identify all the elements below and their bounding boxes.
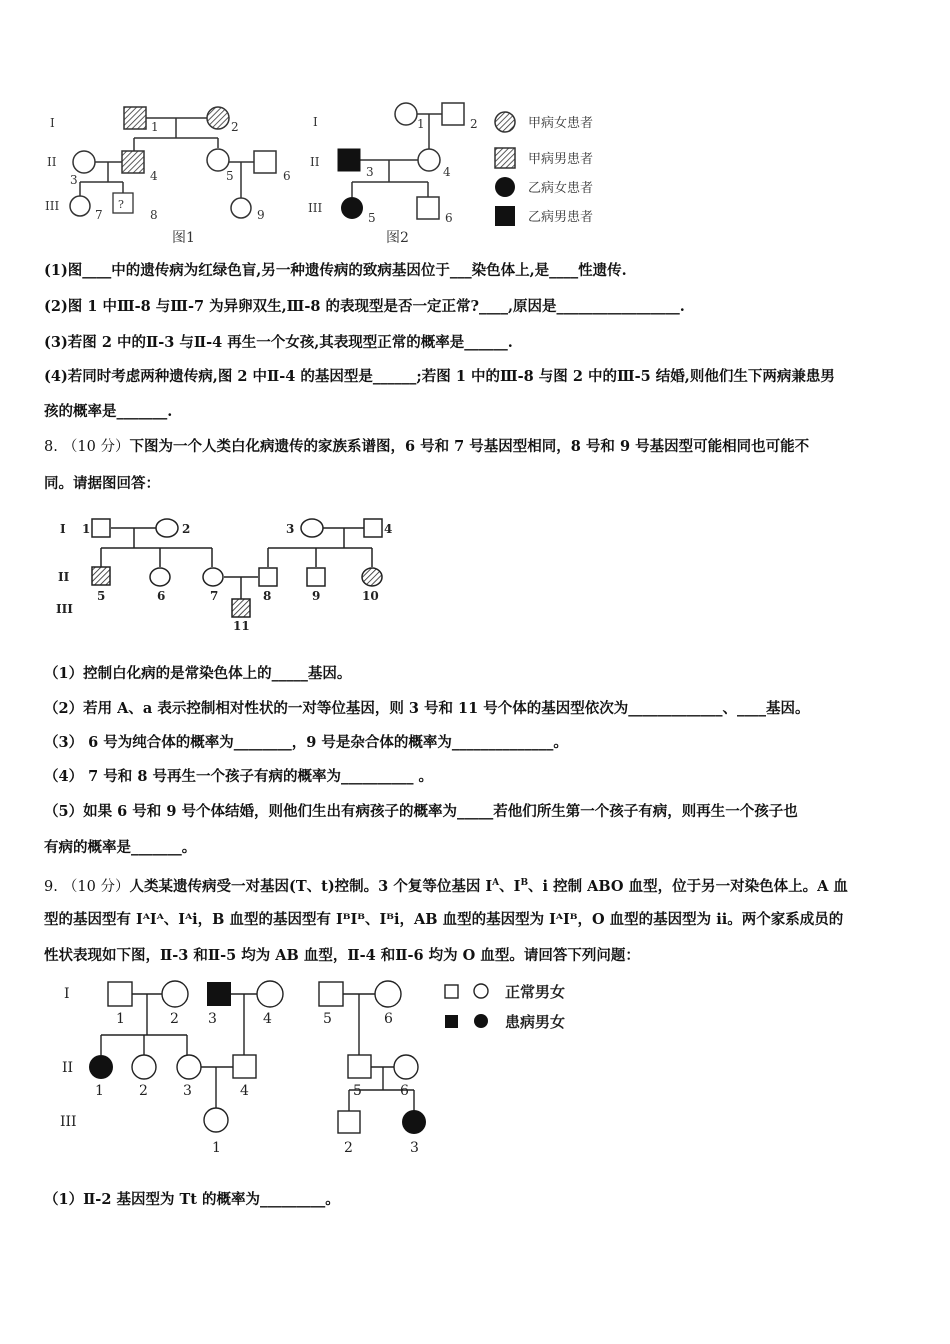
svg-text:6: 6 (157, 589, 166, 603)
svg-text:乙病男患者: 乙病男患者 (528, 210, 594, 225)
q8-sub-4: （4） 7 号和 8 号再生一个孩子有病的概率为__________ 。 (44, 768, 434, 785)
svg-text:图2: 图2 (386, 230, 409, 246)
svg-text:1: 1 (151, 120, 159, 134)
q7-sub-2: (2)图 1 中Ⅲ-8 与Ⅲ-7 为异卵双生,Ⅲ-8 的表现型是否一定正常?____,原因是_________________. (44, 298, 685, 315)
q7-sub-4-cont: 孩的概率是_______. (44, 403, 173, 420)
svg-text:1: 1 (417, 117, 425, 131)
svg-text:1: 1 (212, 1140, 221, 1156)
svg-text:4: 4 (384, 522, 393, 536)
svg-text:I: I (313, 115, 318, 129)
q8-sub-5: （5）如果 6 号和 9 号个体结婚，则他们生出有病孩子的概率为_____若他们所生第一个孩子有病，则再生一个孩子也 (44, 803, 798, 820)
q7-sub-4: (4)若同时考虑两种遗传病,图 2 中Ⅱ-4 的基因型是______;若图 1 中的Ⅲ-8 与图 2 中的Ⅲ-5 结婚,则他们生下两病兼患男 (44, 368, 835, 385)
svg-text:I: I (60, 522, 66, 536)
svg-text:6: 6 (400, 1083, 409, 1099)
svg-text:9: 9 (257, 208, 265, 222)
svg-text:11: 11 (233, 619, 250, 633)
svg-text:II: II (47, 155, 57, 169)
q9-stem-cont-2: 性状表现如下图，Ⅱ-3 和Ⅱ-5 均为 AB 血型，Ⅱ-4 和Ⅱ-6 均为 O 血型。请回答下列问题： (44, 947, 640, 964)
svg-text:1: 1 (116, 1011, 125, 1027)
svg-text:4: 4 (263, 1011, 272, 1027)
svg-text:2: 2 (344, 1140, 353, 1156)
q8-albinism-pedigree (0, 510, 950, 650)
svg-text:1: 1 (95, 1083, 104, 1099)
svg-text:2: 2 (231, 120, 239, 134)
svg-text:2: 2 (182, 522, 191, 536)
svg-text:9: 9 (312, 589, 321, 603)
q7-sub-3: (3)若图 2 中的Ⅱ-3 与Ⅱ-4 再生一个女孩,其表现型正常的概率是______. (44, 334, 513, 351)
fig1-I-1-affected-male (124, 107, 146, 129)
fig1-I-2-affected-female (207, 107, 229, 129)
svg-text:III: III (60, 1114, 77, 1130)
svg-text:3: 3 (70, 173, 78, 187)
svg-text:甲病男患者: 甲病男患者 (528, 152, 594, 167)
svg-text:8: 8 (263, 589, 272, 603)
q8-sub-5-cont: 有病的概率是_______。 (44, 839, 197, 856)
svg-text:6: 6 (384, 1011, 393, 1027)
svg-text:III: III (45, 199, 60, 213)
svg-text:6: 6 (445, 211, 453, 225)
svg-text:5: 5 (353, 1083, 362, 1099)
svg-text:5: 5 (368, 211, 376, 225)
svg-text:4: 4 (240, 1083, 249, 1099)
svg-text:I: I (64, 986, 70, 1002)
svg-text:乙病女患者: 乙病女患者 (528, 181, 594, 196)
svg-text:?: ? (118, 198, 124, 211)
svg-text:III: III (56, 602, 73, 616)
svg-text:6: 6 (283, 169, 291, 183)
svg-text:II: II (310, 155, 320, 169)
svg-text:II: II (58, 570, 70, 584)
svg-text:2: 2 (139, 1083, 148, 1099)
q8-stem: 8. （10 分）下图为一个人类白化病遗传的家族系谱图，6 号和 7 号基因型相同，8 号和 9 号基因型可能相同也可能不 (44, 438, 810, 455)
svg-text:7: 7 (210, 589, 219, 603)
fig2-III-5-affected-female (341, 197, 363, 219)
fig2-II-3-affected-male (338, 149, 360, 171)
svg-text:II: II (62, 1060, 74, 1076)
q7-sub-1: (1)图____中的遗传病为红绿色盲,另一种遗传病的致病基因位于___染色体上,是____性遗传. (44, 262, 627, 279)
svg-text:8: 8 (150, 208, 158, 222)
svg-text:5: 5 (97, 589, 106, 603)
q9-stem-cont-1: 型的基因型有 IᴬIᴬ、Iᴬi，B 血型的基因型有 IᴮIᴮ、Iᴮi，AB 血型的基因型为 IᴬIᴮ，O 血型的基因型为 ii。两个家系成员的 (44, 911, 844, 928)
svg-text:3: 3 (208, 1011, 217, 1027)
svg-text:患病男女: 患病男女 (505, 1013, 566, 1031)
svg-text:甲病女患者: 甲病女患者 (528, 116, 594, 131)
svg-text:3: 3 (366, 165, 374, 179)
svg-text:1: 1 (82, 522, 91, 536)
svg-text:图1: 图1 (172, 230, 195, 246)
svg-text:4: 4 (150, 169, 158, 183)
q8-stem-cont: 同。请据图回答： (44, 475, 160, 492)
svg-text:3: 3 (410, 1140, 419, 1156)
q8-sub-1: （1）控制白化病的是常染色体上的_____基因。 (44, 665, 352, 682)
q8-sub-2: （2）若用 A、a 表示控制相对性状的一对等位基因，则 3 号和 11 号个体的基因型依次为_____________、____基因。 (44, 700, 810, 717)
q8-II-10-affected-female (362, 568, 382, 586)
svg-text:正常男女: 正常男女 (505, 983, 566, 1001)
q9-sub-1: （1）Ⅱ-2 基因型为 Tt 的概率为_________。 (44, 1191, 340, 1208)
fig1-II-4-affected-male (122, 151, 144, 173)
q9-III-3-affected-female (402, 1110, 426, 1134)
q9-stem: 9. （10 分）人类某遗传病受一对基因(T、t)控制。3 个复等位基因 $I^A$、$I^B$、i 控制 ABO 血型，位于另一对染色体上。A 血 (44, 877, 848, 895)
q8-II-5-affected-male (92, 567, 110, 585)
q9-pedigree (0, 975, 950, 1165)
svg-text:5: 5 (226, 169, 234, 183)
q9-I-3-affected-male (207, 982, 231, 1006)
svg-text:5: 5 (323, 1011, 332, 1027)
figure-1-2-pedigree (0, 0, 950, 250)
q9-II-1-affected-female (89, 1055, 113, 1079)
svg-text:10: 10 (362, 589, 379, 603)
svg-text:3: 3 (183, 1083, 192, 1099)
q8-III-11-affected-male (232, 599, 250, 617)
q8-sub-3: （3） 6 号为纯合体的概率为________，9 号是杂合体的概率为______________。 (44, 734, 568, 751)
svg-text:4: 4 (443, 165, 451, 179)
svg-text:2: 2 (170, 1011, 179, 1027)
svg-text:2: 2 (470, 117, 478, 131)
svg-text:I: I (50, 116, 55, 130)
svg-text:3: 3 (286, 522, 295, 536)
svg-text:7: 7 (95, 208, 103, 222)
svg-text:III: III (308, 201, 323, 215)
